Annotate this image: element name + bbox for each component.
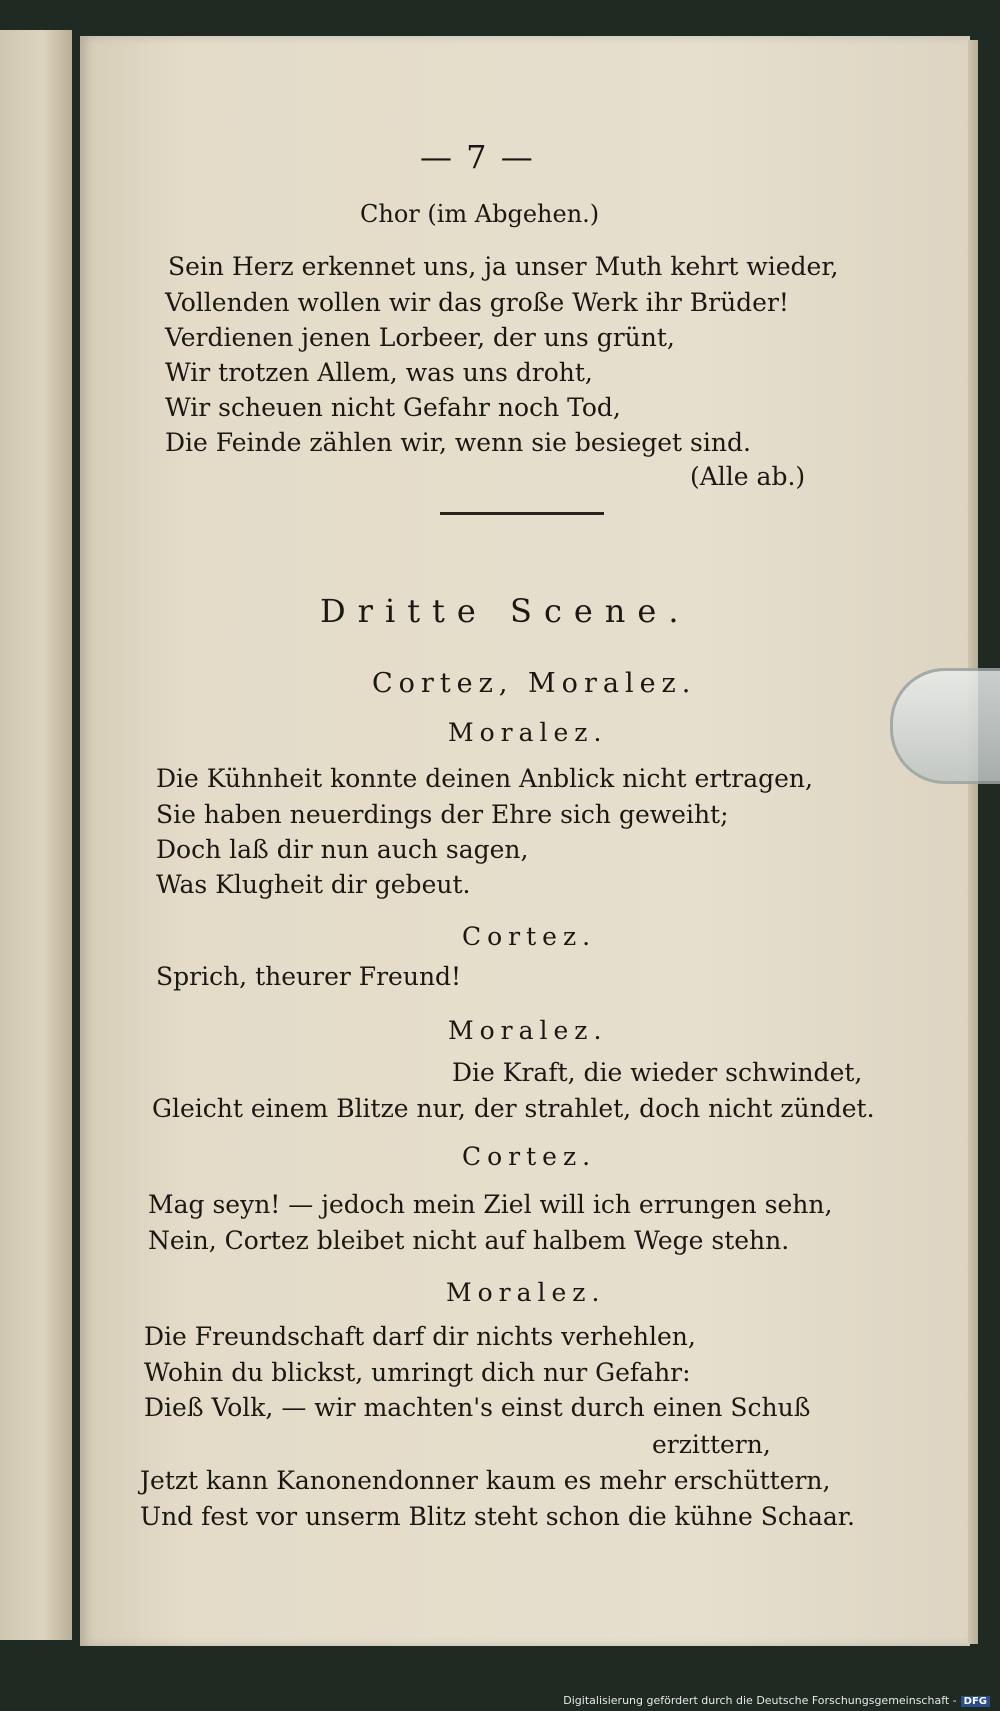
footer-text: Digitalisierung gefördert durch die Deutsche Forschungsgemeinschaft - [563,1694,957,1707]
speaker-name: Moralez. [448,718,608,747]
speech-line: Wohin du blickst, umringt dich nur Gefahr: [144,1358,691,1387]
page-clip [890,668,1000,784]
page-number: — 7 — [420,138,535,176]
left-page-edge [0,30,72,1640]
chorus-line: Die Feinde zählen wir, wenn sie besieget sind. [165,428,751,457]
speech-line: Mag seyn! — jedoch mein Ziel will ich errungen sehn, [148,1190,833,1219]
speaker-name: Moralez. [446,1278,606,1307]
speech-line: Nein, Cortez bleibet nicht auf halbem Wege stehn. [148,1226,790,1255]
chorus-line: Wir trotzen Allem, was uns droht, [165,358,593,387]
speech-line: Dieß Volk, — wir machten's einst durch einen Schuß [144,1393,811,1422]
scene-characters: Cortez, Moralez. [372,668,697,699]
speech-line: Sie haben neuerdings der Ehre sich geweiht; [156,800,729,829]
stage-direction: (Alle ab.) [690,462,806,491]
speaker-name: Cortez. [462,1142,597,1171]
speech-line: erzittern, [652,1430,771,1459]
chorus-line: Vollenden wollen wir das große Werk ihr Brüder! [165,288,789,317]
speech-line: Sprich, theurer Freund! [156,962,462,991]
speaker-name: Cortez. [462,922,597,951]
speaker-name: Moralez. [448,1016,608,1045]
speech-line: Und fest vor unserm Blitz steht schon die kühne Schaar. [140,1502,855,1531]
chorus-line: Sein Herz erkennet uns, ja unser Muth kehrt wieder, [168,252,839,281]
scene-title: Dritte Scene. [320,592,691,630]
speech-line: Doch laß dir nun auch sagen, [156,835,529,864]
speech-line: Die Freundschaft darf dir nichts verhehlen, [144,1322,696,1351]
chorus-line: Verdienen jenen Lorbeer, der uns grünt, [165,323,675,352]
page-fore-edge [968,40,978,1644]
section-rule [440,512,604,515]
speech-line: Jetzt kann Kanonendonner kaum es mehr erschüttern, [140,1466,831,1495]
speech-line: Die Kühnheit konnte deinen Anblick nicht ertragen, [156,764,813,793]
speech-line: Gleicht einem Blitze nur, der strahlet, doch nicht zündet. [152,1094,875,1123]
speech-line: Die Kraft, die wieder schwindet, [452,1058,863,1087]
chorus-line: Wir scheuen nicht Gefahr noch Tod, [165,393,621,422]
speech-line: Was Klugheit dir gebeut. [156,870,471,899]
dfg-logo: DFG [961,1696,990,1707]
footer-credit [563,1694,990,1707]
chorus-header: Chor (im Abgehen.) [360,200,600,228]
